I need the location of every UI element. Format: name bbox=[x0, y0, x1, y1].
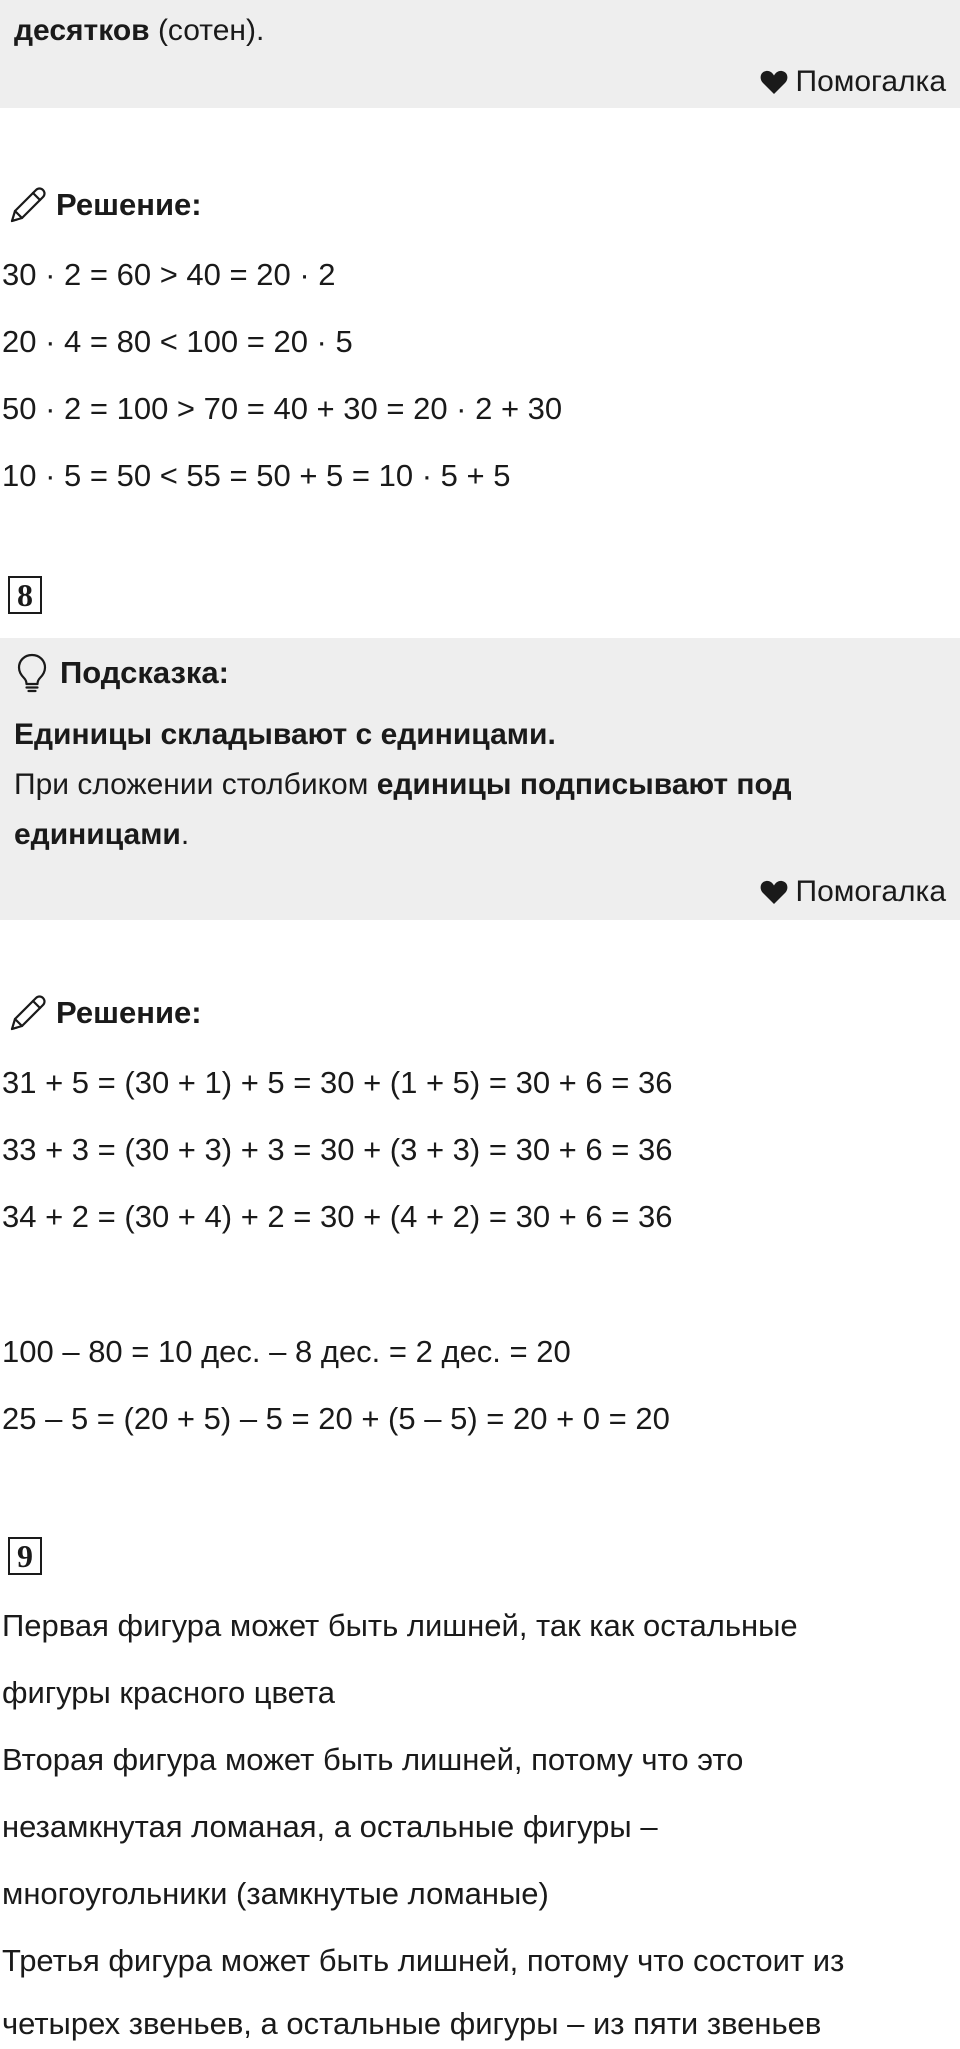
hint-line-3 bbox=[14, 810, 189, 860]
answer-line: Первая фигура может быть лишней, так как остальные bbox=[2, 1608, 798, 1643]
hint-box-top bbox=[0, 0, 960, 108]
solution-line: 25 – 5 = (20 + 5) – 5 = 20 + (5 – 5) = 20 + 0 = 20 bbox=[2, 1401, 670, 1436]
heart-icon bbox=[760, 69, 788, 95]
solution-title bbox=[6, 988, 202, 1038]
hint-line-1-bold: Единицы складывают с единицами. bbox=[14, 718, 556, 751]
hint-text-bold: десятков bbox=[14, 14, 150, 47]
solution-line: 20 · 4 = 80 < 100 = 20 · 5 bbox=[2, 324, 353, 359]
hint-box-8 bbox=[0, 638, 960, 920]
task-number: 8 bbox=[8, 576, 42, 614]
solution-line: 34 + 2 = (30 + 4) + 2 = 30 + (4 + 2) = 30 + 6 = 36 bbox=[2, 1199, 673, 1234]
answer-line: Вторая фигура может быть лишней, потому что это bbox=[2, 1742, 744, 1777]
helper-link[interactable] bbox=[760, 62, 947, 102]
heart-icon bbox=[760, 879, 788, 905]
answer-line: Третья фигура может быть лишней, потому что состоит из bbox=[2, 1943, 845, 1978]
hint-line-2-plain: При сложении столбиком bbox=[14, 768, 377, 801]
hint-text-rest: (сотен). bbox=[149, 14, 265, 47]
hint-title bbox=[10, 648, 229, 698]
answer-line: четырех звеньев, а остальные фигуры – из пяти звеньев bbox=[2, 2006, 822, 2041]
hint-text bbox=[14, 6, 264, 56]
hint-line-2-bold: единицы подписывают под bbox=[376, 768, 792, 801]
hint-line-3-rest: . bbox=[180, 818, 190, 851]
solution-line: 31 + 5 = (30 + 1) + 5 = 30 + (1 + 5) = 30 + 6 = 36 bbox=[2, 1065, 673, 1100]
solution-line: 30 · 2 = 60 > 40 = 20 · 2 bbox=[2, 257, 336, 292]
solution-line: 10 · 5 = 50 < 55 = 50 + 5 = 10 · 5 + 5 bbox=[2, 458, 511, 493]
pencil-icon bbox=[6, 183, 50, 227]
lightbulb-icon bbox=[10, 651, 54, 695]
solution-title bbox=[6, 180, 202, 230]
helper-link[interactable] bbox=[760, 872, 947, 912]
helper-label: Помогалка bbox=[795, 65, 946, 98]
solution-line: 33 + 3 = (30 + 3) + 3 = 30 + (3 + 3) = 30 + 6 = 36 bbox=[2, 1132, 673, 1167]
solution-line: 100 – 80 = 10 дес. – 8 дес. = 2 дес. = 20 bbox=[2, 1334, 571, 1369]
answer-line: незамкнутая ломаная, а остальные фигуры – bbox=[2, 1809, 658, 1844]
hint-line-2 bbox=[14, 760, 792, 810]
hint-line-3-bold: единицами bbox=[14, 818, 181, 851]
hint-line-1 bbox=[14, 710, 556, 760]
solution-label: Решение: bbox=[56, 995, 202, 1030]
pencil-icon bbox=[6, 991, 50, 1035]
answer-line: многоугольники (замкнутые ломаные) bbox=[2, 1876, 549, 1911]
task-number: 9 bbox=[8, 1537, 42, 1575]
solution-label: Решение: bbox=[56, 187, 202, 222]
answer-line: фигуры красного цвета bbox=[2, 1675, 335, 1710]
solution-line: 50 · 2 = 100 > 70 = 40 + 30 = 20 · 2 + 30 bbox=[2, 391, 563, 426]
hint-label: Подсказка: bbox=[60, 655, 229, 690]
helper-label: Помогалка bbox=[795, 875, 946, 908]
